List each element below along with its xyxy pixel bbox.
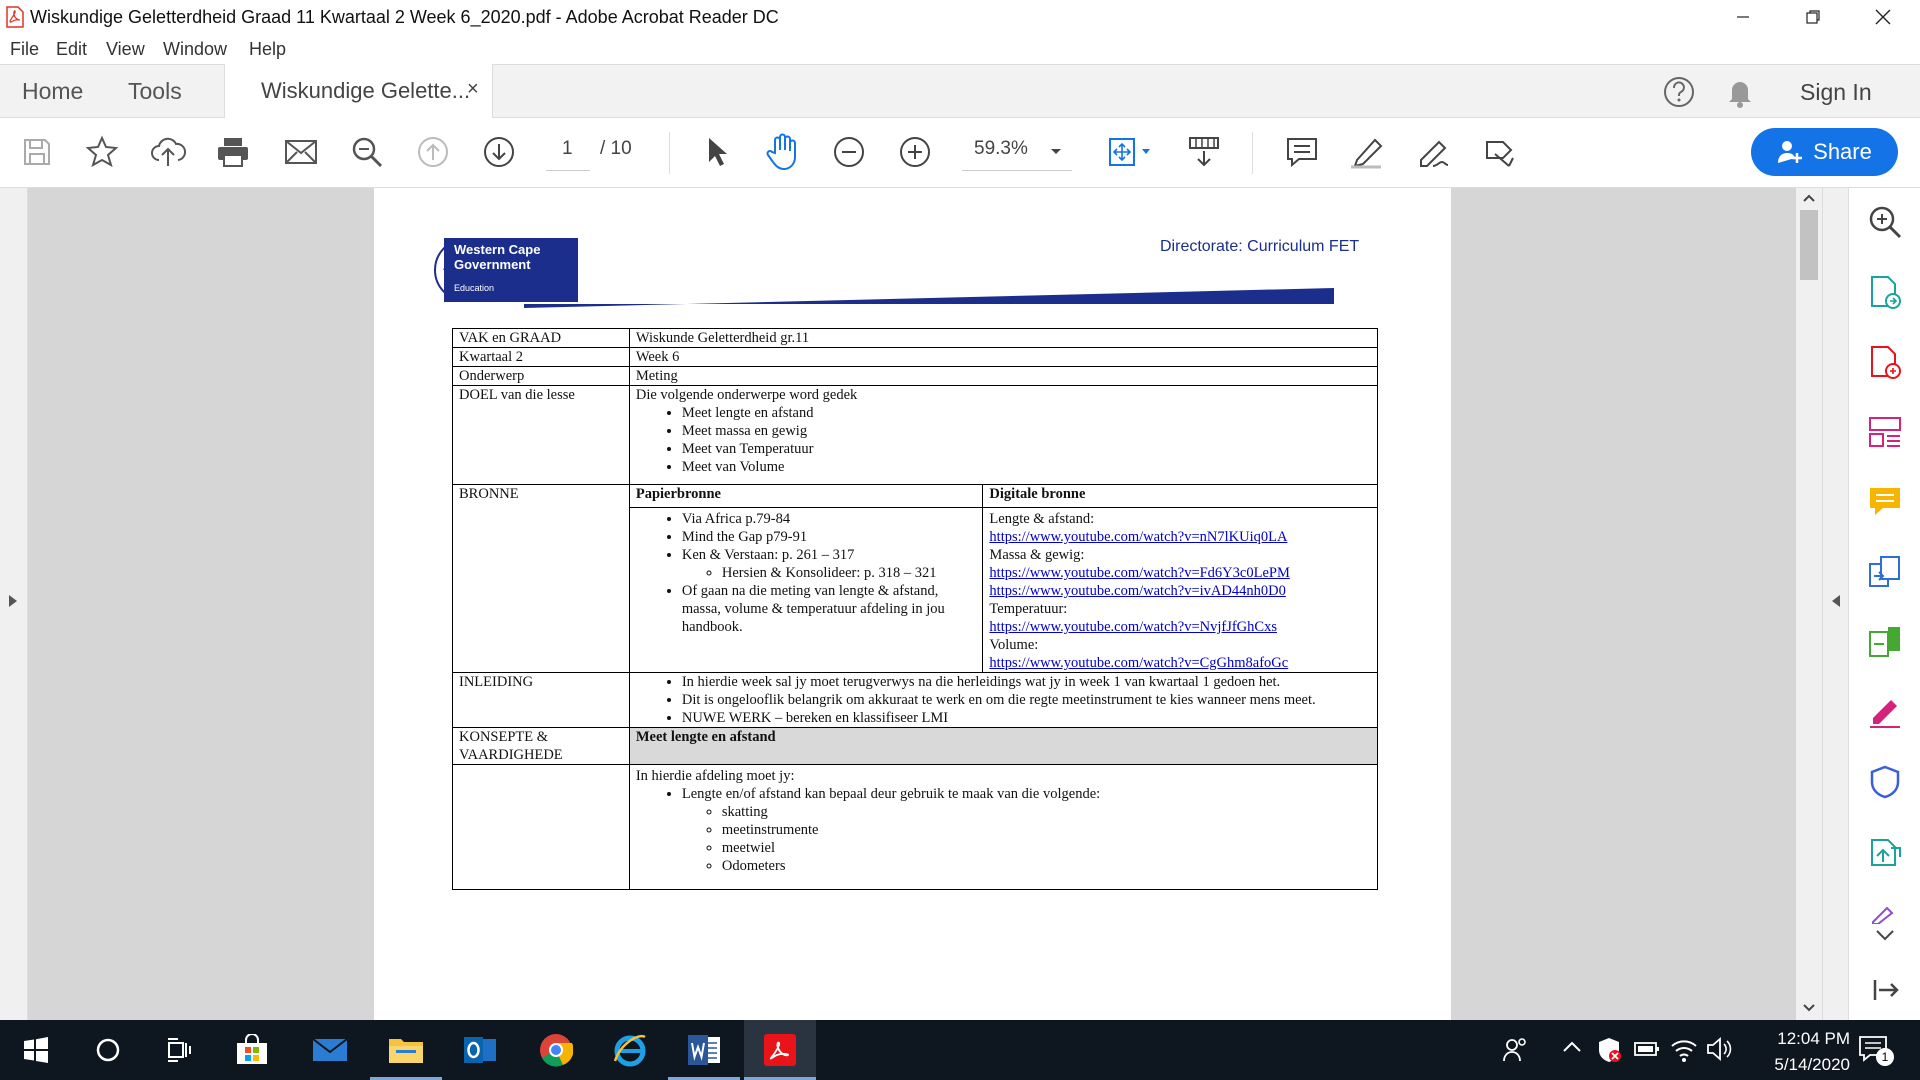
comment-tool-icon[interactable]	[1867, 484, 1903, 520]
upload-cloud-icon[interactable]	[148, 132, 188, 172]
scroll-mode-icon[interactable]	[1184, 132, 1224, 172]
menu-file[interactable]: File	[10, 39, 40, 59]
vertical-scrollbar[interactable]	[1796, 188, 1822, 1020]
file-explorer-icon[interactable]	[370, 1020, 442, 1080]
page-current: 1	[562, 138, 573, 159]
chevron-down-icon	[1050, 148, 1062, 156]
list-item-text: Lengte en/of afstand kan bepaal deur gebruik te maak van die volgende:	[681, 786, 1101, 802]
list-item: ◦ meetwiel	[722, 839, 1371, 857]
select-cursor-icon[interactable]	[697, 132, 737, 172]
afdeling-intro: In hierdie afdeling moet jy:	[635, 768, 795, 784]
directorate-label: Directorate: Curriculum FET	[1160, 238, 1360, 255]
digitaal-header: Digitale bronne	[983, 485, 1378, 508]
window-title: Wiskundige Geletterdheid Graad 11 Kwartaal 2 Week 6_2020.pdf - Adobe Acrobat Reader DC	[30, 7, 779, 27]
toolbar	[0, 118, 1920, 188]
fill-sign-icon[interactable]	[1867, 694, 1903, 730]
logo-line3: Education	[454, 283, 495, 293]
notification-badge: 1	[1876, 1048, 1894, 1066]
scrollbar-thumb[interactable]	[1800, 210, 1818, 280]
zoom-in-icon[interactable]	[895, 132, 935, 172]
battery-icon[interactable]	[1634, 1040, 1660, 1058]
afdeling-list	[636, 785, 1371, 875]
youtube-link-lengte[interactable]: https://www.youtube.com/watch?v=nN7lKUiq0LA	[989, 529, 1288, 545]
lesson-table	[452, 328, 1378, 890]
afdeling-sublist	[682, 803, 1371, 875]
hand-tool-icon[interactable]	[763, 132, 803, 172]
youtube-link-volume[interactable]: https://www.youtube.com/watch?v=CgGhm8afoGc	[989, 655, 1289, 671]
highlight-pen-icon[interactable]	[1348, 132, 1388, 172]
action-center-icon[interactable]	[1858, 1034, 1898, 1066]
mail-icon[interactable]	[294, 1020, 366, 1080]
expand-left-arrow-icon	[8, 594, 18, 608]
table-row	[453, 765, 1378, 890]
collapse-right-arrow-icon	[1831, 594, 1841, 608]
youtube-link-temp[interactable]: https://www.youtube.com/watch?v=NvjfJfGhCxs	[989, 619, 1277, 635]
list-item: • Meet massa en gewig	[682, 422, 1371, 440]
digital-lengte-label: Lengte & afstand:	[989, 511, 1095, 527]
list-item	[682, 546, 977, 582]
list-item: • Mind the Gap p79-91	[682, 528, 977, 546]
more-tools-icon[interactable]	[1480, 132, 1520, 172]
menu-edit[interactable]: Edit	[56, 39, 88, 59]
protect-shield-icon[interactable]	[1867, 764, 1903, 800]
list-item: • NUWE WERK – bereken en klassifiseer LMI	[682, 709, 1371, 727]
pdf-page	[374, 188, 1451, 1020]
combine-files-icon[interactable]	[1867, 554, 1903, 590]
menu-bar	[0, 34, 1920, 64]
row-label: INLEIDING	[453, 673, 630, 728]
digital-massa-label: Massa & gewig:	[989, 547, 1085, 563]
menu-view[interactable]: View	[106, 39, 145, 59]
digital-volume-label: Volume:	[989, 637, 1039, 653]
page-total: / 10	[600, 138, 632, 159]
page-number-input[interactable]	[546, 134, 590, 171]
collapse-pane-icon[interactable]	[1867, 972, 1903, 1008]
document-tab-label: Wiskundige Gelette...	[261, 78, 471, 103]
tools-pane	[1848, 188, 1920, 1020]
close-window-button[interactable]	[1860, 0, 1906, 34]
add-person-icon	[1777, 139, 1803, 165]
list-item: ◦ Odometers	[722, 857, 1371, 875]
notification-bell-icon[interactable]	[1724, 75, 1756, 109]
zoom-search-icon[interactable]	[347, 132, 387, 172]
internet-explorer-icon[interactable]	[594, 1020, 666, 1080]
doel-intro: Die volgende onderwerpe word gedek	[635, 387, 858, 403]
row-label: VAK en GRAAD	[453, 329, 630, 348]
table-row	[453, 673, 1378, 728]
inleiding-cell	[629, 673, 1377, 728]
acrobat-pdf-icon	[6, 6, 24, 28]
list-item: ◦ meetinstrumente	[722, 821, 1371, 839]
fit-page-icon[interactable]	[1104, 132, 1156, 172]
next-page-icon[interactable]	[479, 132, 519, 172]
list-item	[682, 785, 1371, 875]
list-item: • Of gaan na die meting van lengte & afstand, massa, volume & temperatuur afdeling in jou handbook.	[682, 582, 977, 636]
list-item: • Via Africa p.79-84	[682, 510, 977, 528]
toolbar-divider	[669, 132, 670, 174]
clock-time: 12:04 PM	[1777, 1029, 1850, 1048]
scroll-down-arrow-icon[interactable]	[1803, 1004, 1815, 1012]
print-icon[interactable]	[213, 132, 253, 172]
list-item: • Dit is ongelooflik belangrik om akkuraat te werk en om die regte meetinstrument te kies wanneer mens meet.	[682, 691, 1371, 709]
send-review-icon[interactable]	[1867, 834, 1903, 870]
create-pdf-icon[interactable]	[1867, 344, 1903, 380]
left-panel-toggle[interactable]	[0, 188, 28, 1020]
youtube-link-massa-1[interactable]: https://www.youtube.com/watch?v=Fd6Y3c0LePM	[989, 565, 1290, 581]
papier-list	[636, 510, 977, 636]
system-clock[interactable]	[1730, 1026, 1850, 1078]
security-shield-icon[interactable]	[1596, 1036, 1622, 1064]
row-value: Week 6	[629, 348, 1377, 367]
papier-cell	[629, 508, 983, 673]
doel-list	[636, 404, 1371, 476]
doel-cell	[629, 386, 1377, 485]
table-row	[453, 367, 1378, 386]
previous-page-icon[interactable]	[413, 132, 453, 172]
minimize-button[interactable]	[1720, 0, 1766, 34]
comment-icon[interactable]	[1282, 132, 1322, 172]
row-value: Wiskunde Geletterdheid gr.11	[629, 329, 1377, 348]
tab-bar	[0, 64, 1920, 118]
tab-home[interactable]: Home	[22, 78, 84, 104]
organize-pages-icon[interactable]	[1867, 414, 1903, 450]
row-label: BRONNE	[453, 485, 630, 673]
list-item: • In hierdie week sal jy moet terugverwys na die herleidings wat jy in week 1 van kwartaal 1 gedoen het.	[682, 673, 1371, 691]
edit-pdf-icon[interactable]	[1867, 624, 1903, 660]
export-pdf-icon[interactable]	[1867, 274, 1903, 310]
save-icon[interactable]	[17, 132, 57, 172]
list-item: • Meet van Temperatuur	[682, 440, 1371, 458]
table-row	[453, 728, 1378, 765]
table-row	[453, 386, 1378, 485]
word-icon[interactable]	[668, 1020, 740, 1080]
share-button[interactable]	[1751, 128, 1898, 176]
table-row	[453, 329, 1378, 348]
zoom-level-dropdown[interactable]	[962, 134, 1072, 171]
zoom-in-search-icon[interactable]	[1867, 204, 1903, 240]
logo-line2: Government	[454, 257, 531, 272]
table-row	[453, 348, 1378, 367]
list-item-text: Ken & Verstaan: p. 261 – 317	[681, 547, 855, 563]
menu-help[interactable]: Help	[249, 39, 287, 59]
sign-pen-icon[interactable]	[1414, 132, 1454, 172]
title-bar	[0, 0, 1920, 34]
volume-speaker-icon[interactable]	[1706, 1036, 1732, 1062]
tab-tools[interactable]: Tools	[128, 78, 182, 104]
list-item: ◦ skatting	[722, 803, 1371, 821]
store-icon[interactable]	[216, 1020, 288, 1080]
chevron-down-icon[interactable]	[1867, 928, 1903, 944]
papier-header: Papierbronne	[629, 485, 983, 508]
right-panel-toggle[interactable]	[1822, 188, 1848, 1020]
clock-date: 5/14/2020	[1774, 1055, 1850, 1074]
row-label: Onderwerp	[453, 367, 630, 386]
row-label: Kwartaal 2	[453, 348, 630, 367]
row-label: DOEL van die lesse	[453, 386, 630, 485]
row-label: KONSEPTE & VAARDIGHEDE	[453, 728, 630, 765]
logo-line1: Western Cape	[454, 242, 541, 257]
list-item: ◦ Hersien & Konsolideer: p. 318 – 321	[722, 564, 977, 582]
youtube-link-massa-2[interactable]: https://www.youtube.com/watch?v=ivAD44nh0D0	[989, 583, 1286, 599]
share-label: Share	[1813, 139, 1872, 164]
show-hidden-icons-chevron-icon[interactable]	[1562, 1040, 1582, 1054]
cortana-search-icon[interactable]	[72, 1020, 144, 1080]
tab-document[interactable]	[224, 64, 493, 119]
chrome-icon[interactable]	[520, 1020, 592, 1080]
row-value: Meting	[629, 367, 1377, 386]
bookmark-star-icon[interactable]	[82, 132, 122, 172]
acrobat-taskbar-icon[interactable]	[744, 1020, 816, 1080]
outlook-icon[interactable]	[444, 1020, 516, 1080]
more-tools-pen-icon[interactable]	[1867, 904, 1903, 924]
email-icon[interactable]	[281, 132, 321, 172]
wifi-icon[interactable]	[1670, 1036, 1698, 1062]
toolbar-divider	[1252, 132, 1253, 174]
afdeling-cell	[629, 765, 1377, 890]
digital-temp-label: Temperatuur:	[989, 601, 1068, 617]
help-icon[interactable]	[1662, 75, 1696, 109]
scroll-up-arrow-icon[interactable]	[1803, 194, 1815, 202]
konsepte-header: Meet lengte en afstand	[629, 728, 1377, 765]
blue-swoosh-banner	[524, 288, 1334, 310]
digitaal-cell	[983, 508, 1378, 673]
close-tab-button[interactable]: ×	[467, 78, 479, 100]
restore-button[interactable]	[1790, 0, 1836, 34]
inleiding-list	[636, 673, 1371, 727]
papier-sublist	[682, 564, 977, 582]
menu-window[interactable]: Window	[163, 39, 228, 59]
windows-start-icon[interactable]	[0, 1020, 72, 1080]
zoom-value: 59.3%	[974, 138, 1028, 159]
list-item: • Meet van Volume	[682, 458, 1371, 476]
zoom-out-icon[interactable]	[829, 132, 869, 172]
task-view-icon[interactable]	[144, 1020, 216, 1080]
people-icon[interactable]	[1502, 1036, 1530, 1064]
windows-taskbar	[0, 1020, 1920, 1080]
sign-in-link[interactable]: Sign In	[1800, 79, 1872, 105]
list-item: • Meet lengte en afstand	[682, 404, 1371, 422]
table-row	[453, 485, 1378, 508]
empty-label-cell	[453, 765, 630, 890]
